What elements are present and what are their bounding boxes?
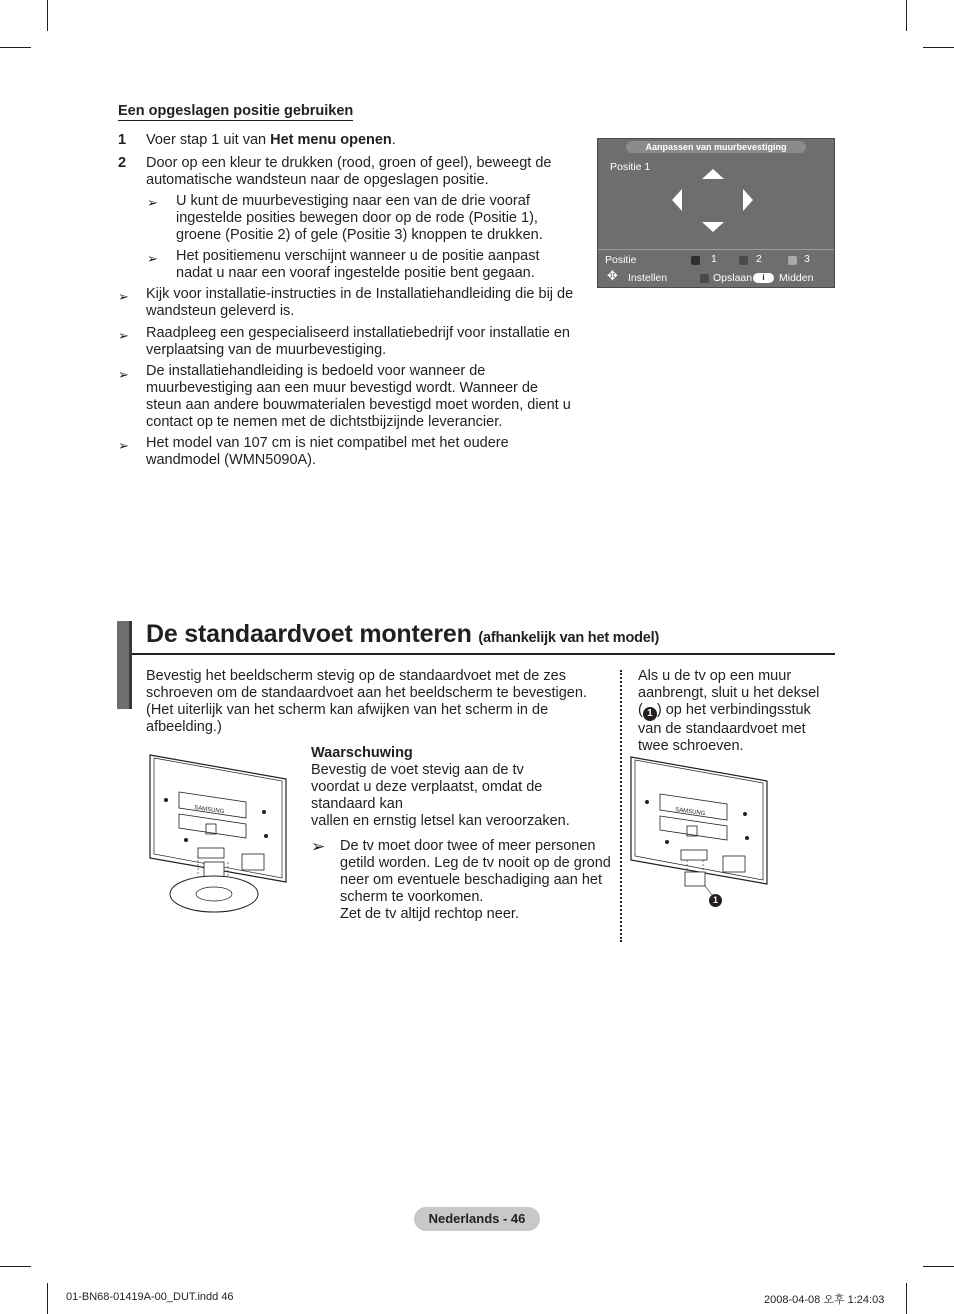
osd-pos-2: 2 [756,253,762,265]
warning-note [340,838,611,923]
text-line: aanbrengt, sluit u het deksel [638,685,820,701]
crop-mark [47,0,48,31]
step-number: 1 [118,132,127,148]
text-line: afbeelding.) [146,719,222,735]
crop-mark [47,1283,48,1314]
note-text [146,435,509,469]
text-part: ) op het verbindingsstuk [656,702,811,718]
osd-position-label: Positie 1 [610,161,651,173]
text-line: twee schroeven. [638,738,744,754]
page-heading [146,620,659,649]
text-line: Raadpleeg een gespecialiseerd installatiebedrijf voor installatie en [146,325,570,341]
red-button-icon[interactable] [691,256,700,265]
page-number-badge: Nederlands - 46 [414,1207,540,1231]
text-line: Zet de tv altijd rechtop neer. [340,906,519,922]
note-text [146,325,570,359]
osd-pos-3: 3 [804,253,810,265]
osd-panel [597,138,835,288]
text-line: wandmodel (WMN5090A). [146,452,317,468]
note-text [146,286,573,320]
osd-pos-1: 1 [711,253,717,265]
text-line: Bevestig de voet stevig aan de tv [311,762,524,778]
brand-logo: SAMSUNG [193,805,225,816]
crop-mark [923,47,954,48]
brand-logo: SAMSUNG [674,807,706,818]
arrow-right-icon[interactable] [743,189,753,211]
text-line: ingestelde posities bewegen door op de rode (Positie 1), [176,210,538,226]
text-line: Bevestig het beeldscherm stevig op de standaardvoet met de zes [146,668,566,684]
text-line: wandsteun geleverd is. [146,303,295,319]
crop-mark [906,0,907,31]
text-line: vallen en ernstig letsel kan veroorzaken. [311,813,570,829]
text-line: automatische wandsteun naar de opgeslagen positie. [146,172,489,188]
wall-mount-text [638,668,819,755]
crop-mark [0,1266,31,1267]
callout-1-icon: 1 [643,707,657,721]
text-line: (Het uiterlijk van het scherm kan afwijken van het scherm in de [146,702,549,718]
crop-mark [906,1283,907,1314]
footer-file: 01-BN68-01419A-00_DUT.indd 46 [66,1291,234,1303]
text-line: contact op te nemen met de dichtstbijzijnde leverancier. [146,414,503,430]
section-title: Een opgeslagen positie gebruiken [118,103,354,119]
menu-link-text: Het menu openen [270,132,392,148]
move-icon: ✥ [607,268,618,283]
osd-center: Midden [779,272,814,284]
text-line: schroeven om de standaardvoet aan het beeldscherm te bevestigen. [146,685,587,701]
text-line: De installatiehandleiding is bedoeld voor wanneer de [146,363,486,379]
heading-rule [132,653,835,655]
warning-block [311,745,570,830]
text-line: voordat u deze verplaatst, omdat de [311,779,543,795]
text-line: U kunt de muurbevestiging naar een van de drie vooraf [176,193,530,209]
stand-intro [146,668,587,736]
text-line: van de standaardvoet met [638,721,806,737]
note-text [146,363,571,431]
text-line: De tv moet door twee of meer personen [340,838,596,854]
heading-main: De standaardvoet monteren [146,620,472,648]
step-text [146,155,551,189]
warning-title: Waarschuwing [311,745,413,761]
step-number: 2 [118,155,127,171]
osd-save: Opslaan [713,272,753,284]
arrow-icon: ➢ [147,251,158,266]
text-line: Het model van 107 cm is niet compatibel met het oudere [146,435,509,451]
crop-mark [923,1266,954,1267]
arrow-icon: ➢ [311,837,326,856]
note-text [176,248,540,282]
tv-stand-illustration [146,752,292,916]
arrow-left-icon[interactable] [672,189,682,211]
green-button-icon[interactable] [739,256,748,265]
heading-bar-edge [129,621,132,709]
column-separator [620,670,622,942]
arrow-icon: ➢ [118,367,129,382]
text-line: steun aan andere bouwmaterialen bevestigd moet worden, dient u [146,397,571,413]
info-button-icon[interactable]: i [753,273,774,283]
arrow-up-icon[interactable] [702,169,724,179]
heading-sub: (afhankelijk van het model) [478,630,660,646]
text-part: ( [638,702,643,718]
text-line [638,702,819,721]
text-line: groene (Positie 2) of gele (Positie 3) knoppen te drukken. [176,227,543,243]
osd-divider [598,249,834,250]
yellow-button-icon[interactable] [788,256,797,265]
tv-cover-illustration [627,754,773,908]
arrow-icon: ➢ [118,328,129,343]
crop-mark [0,47,31,48]
text-line: Kijk voor installatie-instructies in de Installatiehandleiding die bij de [146,286,574,302]
osd-title: Aanpassen van muurbevestiging [626,141,806,153]
step-text-part: Voer stap 1 uit van [146,132,271,148]
save-button-icon[interactable] [700,274,709,283]
text-line: neer om eventuele beschadiging aan het [340,872,602,888]
arrow-icon: ➢ [147,195,158,210]
osd-bottom-label: Positie [605,254,637,266]
arrow-icon: ➢ [118,438,129,453]
callout-1-icon: 1 [709,894,722,907]
text-line: nadat u naar een vooraf ingestelde positie bent gegaan. [176,265,535,281]
step-text-part: . [391,132,396,148]
text-line: standaard kan [311,796,403,812]
text-line: Door op een kleur te drukken (rood, groen of geel), beweegt de [146,155,552,171]
text-line: verplaatsing van de muurbevestiging. [146,342,387,358]
text-line: Als u de tv op een muur [638,668,792,684]
step-text [146,132,396,149]
arrow-icon: ➢ [118,289,129,304]
footer-date: 2008-04-08 오후 1:24:03 [764,1294,885,1306]
text-line: scherm te voorkomen. [340,889,484,905]
arrow-down-icon[interactable] [702,222,724,232]
osd-setup: Instellen [628,272,668,284]
note-text [176,193,543,244]
text-line: getild worden. Leg de tv nooit op de grond [340,855,611,871]
text-line: Het positiemenu verschijnt wanneer u de positie aanpast [176,248,540,264]
text-line: muurbevestiging aan een muur bevestigd wordt. Wanneer de [146,380,538,396]
